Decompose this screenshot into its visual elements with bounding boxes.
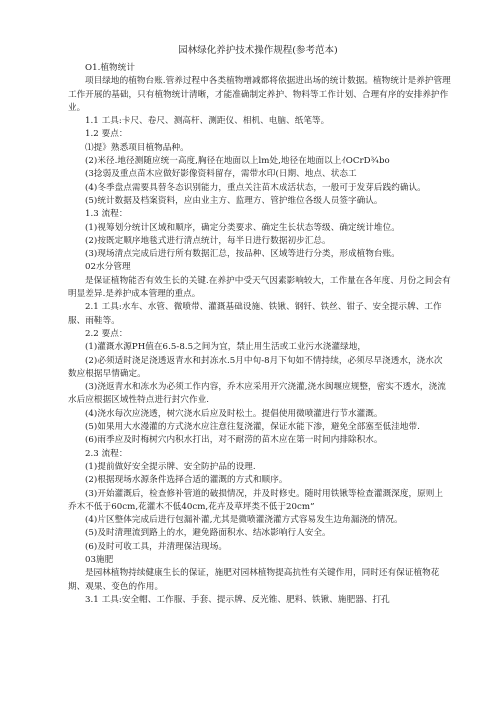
paragraph: (3)现场清点完成后进行所有数据汇总，按品种、区域等进行分类，形成植物台账。 xyxy=(85,249,400,260)
paragraph: 1.3 流程： xyxy=(85,209,128,220)
paragraph: 02水分管理 xyxy=(85,262,131,273)
paragraph: 是园林植物持续健康生长的保证，施肥对园林植物提高抗性有关键作用，同时还有保证植物花期、观果、变色的作用。 xyxy=(68,568,440,592)
paragraph: (1)灌溉水源PH值在6.5-8.5之间为宜，禁止用生活或工业污水浇灌绿地， xyxy=(85,342,367,353)
paragraph: 1.1 工具:卡尺、卷尺、测高杆、测距仪、相机、电脑、纸笔等。 xyxy=(85,116,330,127)
document-body xyxy=(68,62,451,607)
paragraph: (3捻弱及重点苗木应做好影像资料留存，需带水印(日期、地点、状态工 xyxy=(85,169,357,180)
paragraph: (6)及时可收工具，并清理保洁现场。 xyxy=(85,541,227,552)
paragraph: 03施肥 xyxy=(85,554,114,565)
paragraph: (2)按既定顺序地毯式进行清点统计，每半日进行数据初步汇总。 xyxy=(85,235,331,246)
paragraph: (4)浇水每次应浇透，树穴浇水后应及时松土。提倡使用微喷灌进行节水灌溉。 xyxy=(85,408,383,419)
paragraph: (4)冬季盘点需要具替冬态识别能力，重点关注苗木成活状态，一般可于发芽后践约确认。 xyxy=(85,182,426,193)
paragraph: (2)米径.地径测随应统一高度,胸径在地面以上lm处,地径在地面以上ｲOCrD¾bo xyxy=(85,156,390,167)
paragraph: (1)提前做好安全提示牌、安全防护品的设理. xyxy=(85,461,256,472)
paragraph: (4)片区整体完成后进行包漏补灌,尤其是微喷灌浇灌方式容易发生边角漏浇的情况。 xyxy=(85,515,403,526)
paragraph: 2.1 工具:水车、水管、微喷带、灌溉基础设施、铁锹、钢钎、铁丝、钳子、安全提示牌、工作服、雨鞋等。 xyxy=(68,302,442,326)
paragraph: (5)如果用大水漫灌的方式浇水应注意往复浇灌，保证水能下渗，避免全部塞至低洼地带. xyxy=(85,422,420,433)
paragraph: (1)视筹划分统计区域和顺序，确定分类要求、确定生长状态等级、确定统计堆位。 xyxy=(85,222,400,233)
paragraph: 是保证植物能否有效生长的关键.在养护中受天气因素影响较大，工作量在各年度、月份之间会有明显差异.是养护成本管理的重点。 xyxy=(68,275,451,300)
paragraph: O1.植物统计 xyxy=(85,63,135,73)
paragraph: 2.3 流程： xyxy=(85,448,128,459)
paragraph: 2.2 要点： xyxy=(85,328,128,339)
paragraph: (2)必须适时浇足浇透返青水和封冻水.5月中旬-8月下旬如不情持续，必须尽早浇透水，浇水次数应根据早情确定。 xyxy=(68,355,443,379)
paragraph: (3)浇返青水和冻水为必须工作内容，乔木应采用开穴浇灌,浇水闽堰应规整，密实不透水，浇流水后应根据区域性特点进行封穴作业. xyxy=(68,382,446,406)
paragraph: 1.2 要点： xyxy=(85,129,128,140)
paragraph: (5)统计数据及档案资料，应由业主方、监理方、管护维位各级人员签字确认。 xyxy=(85,195,383,206)
paragraph: (2)根据现场水源条件选择合适的灌溉的方式和顺序。 xyxy=(85,475,288,486)
paragraph: 3.1 工具:安全帽、工作服、手套、提示牌、反光锥、肥料、铁锹、施肥器、打孔 xyxy=(85,594,390,605)
paragraph: ⑴提》熟悉项目植物品种。 xyxy=(85,142,189,153)
document-title: 园林绿化养护技术操作规程(参考范本) xyxy=(178,45,338,56)
paragraph: (3)开始灌溉后，检查修补管道的破损情况，并及时修史。随时用铁锹等检查灌溉深度，原则上乔木不低于60cm,花灌木不低40cm,花卉及草坪类不低于20cm” xyxy=(68,488,444,512)
paragraph: (6)雨季应及时梅树穴内积水打出，对不耐涝的苗木应在第一时间内排除积水。 xyxy=(85,435,383,446)
paragraph: (5)及时清理流到路上的水，避免路面积水、结冰影响行人安全。 xyxy=(85,528,331,539)
paragraph: 项目绿地的植物台账.管养过程中各类植物增减都将依据进出场的统计数据。植物统计是养护管理工作开展的基础，只有植物统计清晰，才能准确制定养护、物料等工作计划、合理有序的安排养护作业。 xyxy=(68,76,451,113)
